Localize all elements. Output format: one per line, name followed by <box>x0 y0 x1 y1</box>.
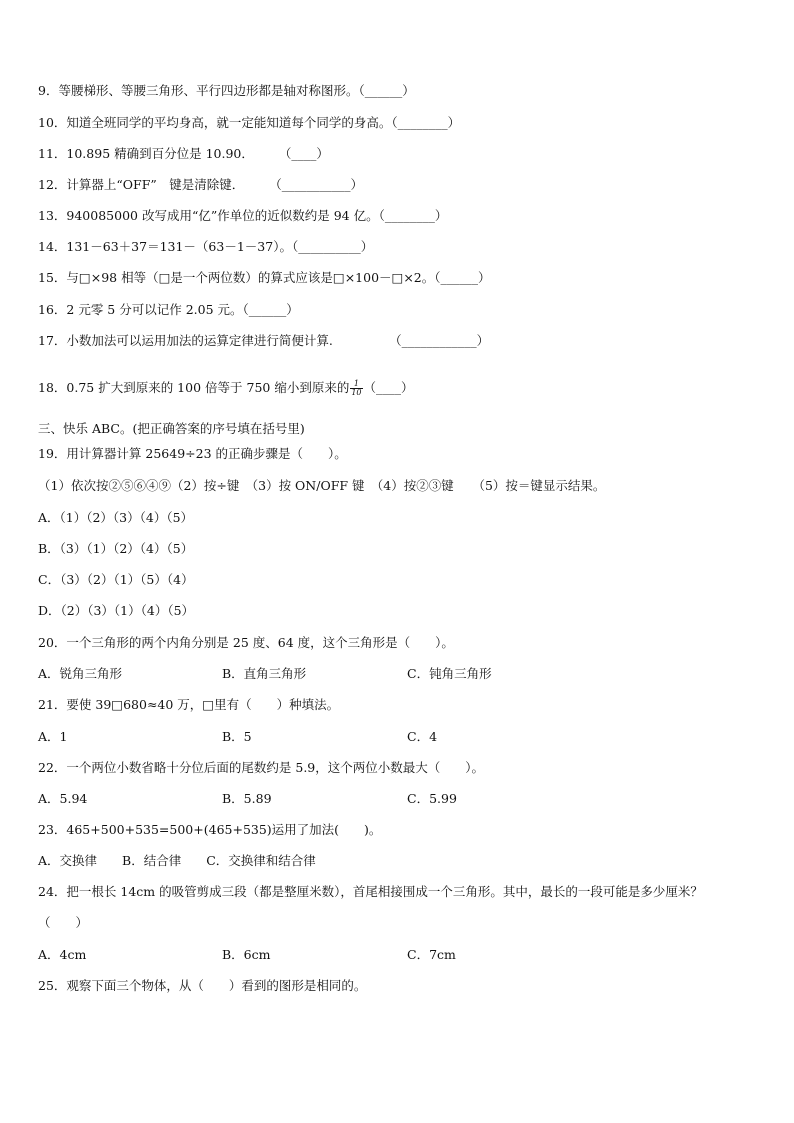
fraction-one-tenth <box>350 380 362 397</box>
line-q20: 20．一个三角形的两个内角分别是 25 度、64 度，这个三角形是（ ）。 <box>38 635 454 650</box>
q18-text: 18．0.75 扩大到原来的 100 倍等于 750 缩小到原来的 <box>38 380 350 395</box>
line-q24: 24．把一根长 14cm 的吸管剪成三段（都是整厘米数），首尾相接围成一个三角形。其中，最长的一段可能是多少厘米？ <box>38 884 703 899</box>
option-q20-b: B．直角三角形 <box>222 666 307 681</box>
line-q22: 22．一个两位小数省略十分位后面的尾数约是 5.9，这个两位小数最大（ ）。 <box>38 760 485 775</box>
line-q15: 15．与□×98 相等（□是一个两位数）的算式应该是□×100－□×2。（______） <box>38 270 491 285</box>
option-q20-c: C．钝角三角形 <box>407 666 492 681</box>
line-q19-b: B．（3）（1）（2）（4）（5） <box>38 541 194 556</box>
fraction-numerator: 1 <box>350 380 362 389</box>
line-q19-c: C．（3）（2）（1）（5）（4） <box>38 572 194 587</box>
q18-answer-blank: （____） <box>363 380 414 395</box>
option-q21-c: C．4 <box>407 729 438 744</box>
line-q21: 21．要使 39□680≈40 万，□里有（ ）种填法。 <box>38 697 340 712</box>
line-q11: 11．10.895 精确到百分位是 10.90． （____） <box>38 146 329 161</box>
section-heading: 三、快乐 ABC。(把正确答案的序号填在括号里) <box>38 421 305 436</box>
line-q23-opts: A．交换律 B．结合律 C．交换律和结合律 <box>38 853 316 868</box>
option-q22-b: B．5.89 <box>222 791 272 806</box>
option-q20-a: A．锐角三角形 <box>38 666 123 681</box>
line-q19: 19．用计算器计算 25649÷23 的正确步骤是（ ）。 <box>38 446 347 461</box>
line-q16: 16．2 元零 5 分可以记作 2.05 元。（______） <box>38 302 299 317</box>
line-q23: 23．465+500+535=500+(465+535)运用了加法( )。 <box>38 822 382 837</box>
line-q13: 13．940085000 改写成用“亿”作单位的近似数约是 94 亿。（________） <box>38 208 448 223</box>
line-q12: 12．计算器上“OFF” 键是清除键． （___________） <box>38 177 364 192</box>
line-q19-steps: （1）依次按②⑤⑥④⑨（2）按÷键 （3）按 ON/OFF 键 （4）按②③键 （5）按＝键显示结果。 <box>38 478 606 493</box>
option-q21-b: B．5 <box>222 729 252 744</box>
option-q24-b: B．6cm <box>222 947 271 962</box>
option-q24-a: A．4cm <box>38 947 87 962</box>
option-q22-a: A．5.94 <box>38 791 88 806</box>
fraction-denominator: 10 <box>351 388 362 397</box>
line-q9: 9．等腰梯形、等腰三角形、平行四边形都是轴对称图形。（______） <box>38 83 415 98</box>
option-q22-c: C．5.99 <box>407 791 457 806</box>
line-q14: 14．131－63＋37＝131－（63－1－37）。（__________） <box>38 239 374 254</box>
option-q21-a: A．1 <box>38 729 68 744</box>
question-18 <box>38 380 414 397</box>
line-q19-a: A．（1）（2）（3）（4）（5） <box>38 510 194 525</box>
option-q24-c: C．7cm <box>407 947 456 962</box>
line-q24-paren: （ ） <box>38 915 89 930</box>
line-q10: 10．知道全班同学的平均身高，就一定能知道每个同学的身高。（________） <box>38 115 461 130</box>
line-q25: 25．观察下面三个物体，从（ ）看到的图形是相同的。 <box>38 978 367 993</box>
line-q19-d: D．（2）（3）（1）（4）（5） <box>38 603 195 618</box>
line-q17: 17．小数加法可以运用加法的运算定律进行简便计算. （____________） <box>38 333 490 348</box>
